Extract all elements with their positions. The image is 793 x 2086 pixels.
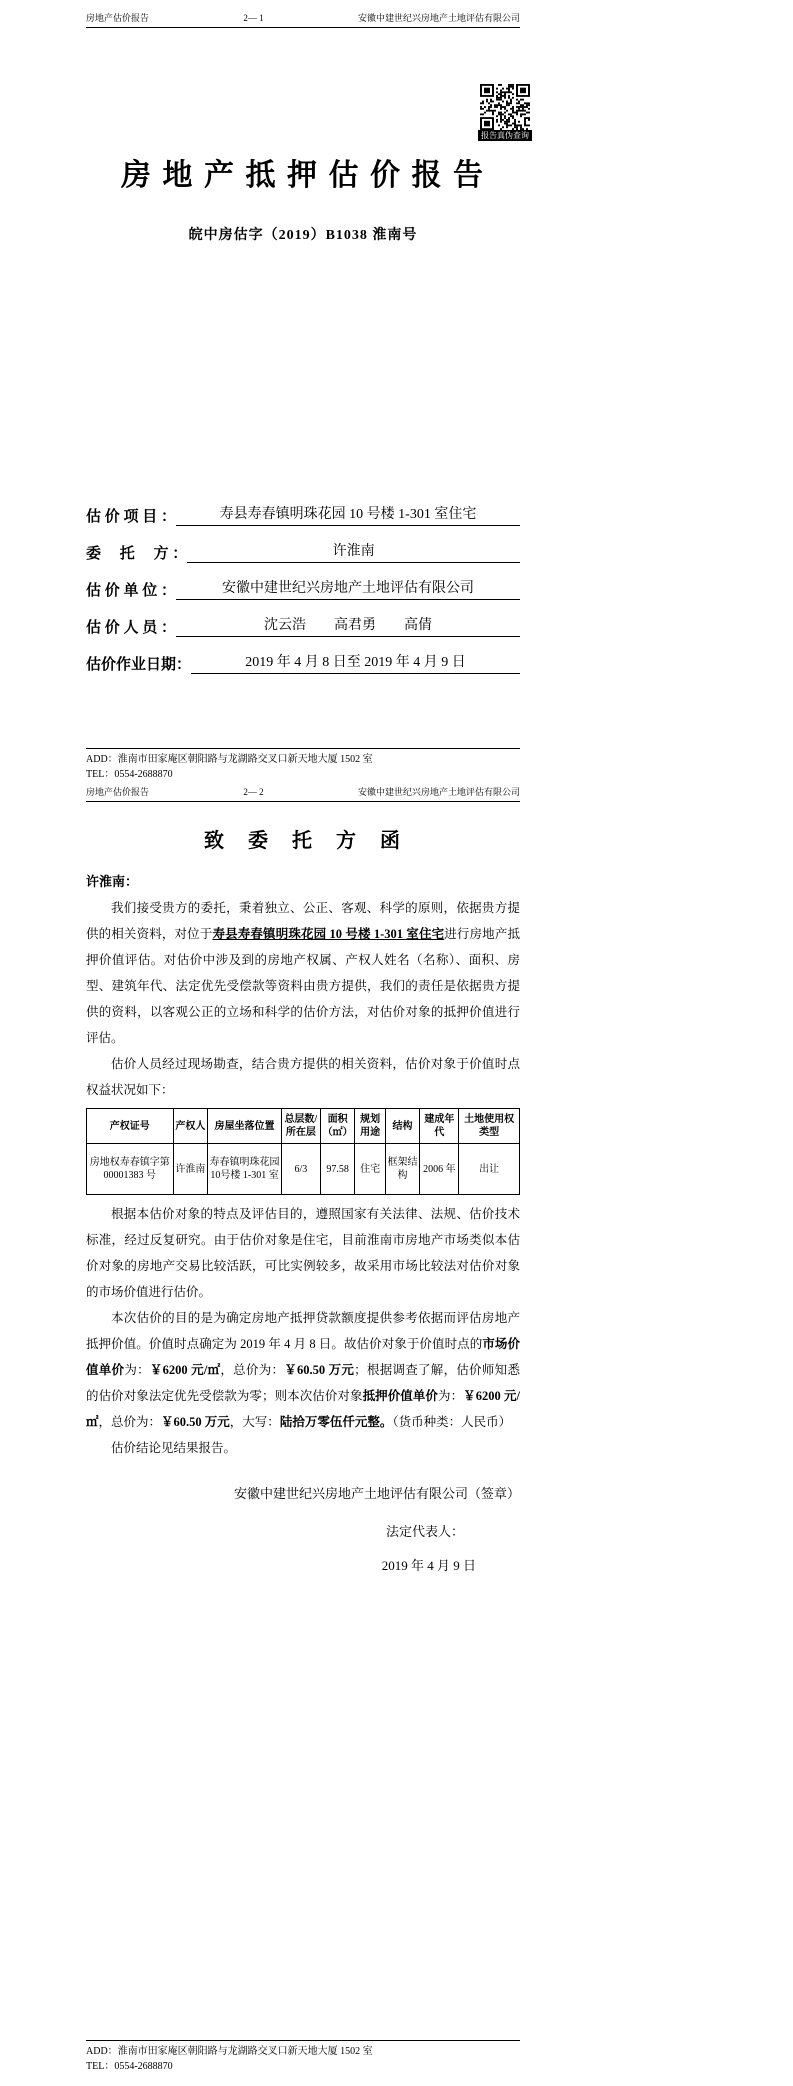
para1-text: 进行房地产抵押价值评估。对估价中涉及到的房地产权属、产权人姓名（名称）、面积、房型、建筑年代、法定优先受偿款等资料由贵方提供，我们的责任是依据贵方提供的资料，以客观公正的立场和科学的估价方法，对估价对象的抵押价值进行评估。 <box>86 927 520 1045</box>
report-title: 房 地 产 抵 押 估 价 报 告 <box>121 159 485 192</box>
table-cell-location: 寿春镇明珠花园 10号楼 1-301 室 <box>208 1144 282 1195</box>
letter-salutation: 许淮南： <box>86 874 139 889</box>
letter-body <box>86 816 520 1579</box>
table-cell-structure: 框架结构 <box>385 1144 420 1195</box>
para4-mortgage-total-price: ￥60.50 万元 <box>161 1415 230 1429</box>
footer-tel: TEL：0554-2688870 <box>86 769 173 780</box>
table-header-row <box>87 1109 520 1144</box>
letter-paragraph-3: 根据本估价对象的特点及评估目的，遵照国家有关法律、法规、估价技术标准，经过反复研究。由于估价对象是住宅，目前淮南市房地产市场类似本估价对象的房地产交易比较活跃，可比实例较多，故采用市场比较法对估价对象的市场价值进行估价。 <box>86 1207 520 1299</box>
page2-footer <box>86 2040 520 2074</box>
header-company-name: 安徽中建世纪兴房地产土地评估有限公司 <box>357 787 520 797</box>
table-header-structure: 结构 <box>385 1109 420 1144</box>
para4-text: 为： <box>124 1363 150 1377</box>
para4-amount-in-words: 陆拾万零伍仟元整。 <box>279 1415 393 1429</box>
field-row-appraisers <box>86 611 520 637</box>
property-rights-table <box>86 1108 520 1195</box>
letter-paragraph-2: 估价人员经过现场勘查，结合贵方提供的相关资料，估价对象于价值时点权益状况如下： <box>86 1057 520 1097</box>
para4-text: ，总价为： <box>98 1415 162 1429</box>
para4-unit-price: ￥6200 元/㎡ <box>149 1363 221 1377</box>
header-company-name: 安徽中建世纪兴房地产土地评估有限公司 <box>357 13 520 23</box>
footer-tel: TEL：0554-2688870 <box>86 2061 173 2072</box>
table-cell-year: 2006 年 <box>420 1144 459 1195</box>
para4-mortgage-value-label: 抵押价值单价 <box>362 1389 439 1403</box>
para4-text: ；根据调查了解，估价师知悉的估价对象法定优先受偿款为零；则本次估价对象 <box>86 1363 520 1403</box>
para4-text: 为： <box>438 1389 464 1403</box>
table-cell-floors: 6/3 <box>281 1144 320 1195</box>
field-row-work-date <box>86 648 520 674</box>
table-cell-land-right: 出让 <box>459 1144 520 1195</box>
table-header-cert-no: 产权证号 <box>87 1109 174 1144</box>
page2-header <box>86 786 520 802</box>
qr-caption: 报告真伪查询 <box>478 130 532 141</box>
table-header-usage: 规划用途 <box>355 1109 385 1144</box>
report-number: 皖中房估字（2019）B1038 淮南号 <box>188 228 418 243</box>
field-row-client <box>86 537 520 563</box>
field-value-project: 寿县寿春镇明珠花园 10 号楼 1-301 室住宅 <box>176 503 520 526</box>
field-label-project: 估 价 项 目 ： <box>86 509 177 525</box>
letter-paragraph-1 <box>86 895 520 1051</box>
para4-total-price: ￥60.50 万元 <box>284 1363 355 1377</box>
table-cell-owner: 许淮南 <box>173 1144 208 1195</box>
field-value-client: 许淮南 <box>187 540 520 563</box>
table-cell-cert-no: 房地权寿春镇字第00001383 号 <box>87 1144 174 1195</box>
table-header-location: 房屋坐落位置 <box>208 1109 282 1144</box>
letter-title: 致 委 托 方 函 <box>204 830 402 852</box>
cover-fields <box>86 500 520 685</box>
para4-text: ，总价为： <box>220 1363 285 1377</box>
field-row-agency <box>86 574 520 600</box>
para4-text: （货币种类：人民币） <box>392 1415 512 1429</box>
para4-mortgage-unit-price: ￥6200 元/㎡ <box>86 1389 520 1429</box>
letter-paragraph-4 <box>86 1305 520 1435</box>
table-header-year: 建成年代 <box>420 1109 459 1144</box>
letter-paragraph-5: 估价结论见结果报告。 <box>111 1441 237 1455</box>
field-label-client: 委 托 方 ： <box>86 546 188 562</box>
table-header-floors: 总层数/所在层 <box>281 1109 320 1144</box>
para4-text: ，大写： <box>229 1415 280 1429</box>
field-row-project <box>86 500 520 526</box>
field-label-appraisers: 估 价 人 员 ： <box>86 620 177 636</box>
table-cell-area: 97.58 <box>320 1144 355 1195</box>
signature-company: 安徽中建世纪兴房地产土地评估有限公司（签章） <box>233 1486 520 1501</box>
page1-header <box>86 12 520 28</box>
header-doc-name: 房地产估价报告 <box>86 787 150 797</box>
signature-legal-rep: 法定代表人： <box>385 1524 464 1539</box>
table-row <box>87 1144 520 1195</box>
para4-text: 本次估价的目的是为确定房地产抵押贷款额度提供参考依据而评估房地产抵押价值。价值时点确定为 2019 年 4 月 8 日。故估价对象于价值时点的 <box>86 1311 520 1351</box>
field-label-agency: 估 价 单 位 ： <box>86 583 177 599</box>
qr-block <box>478 84 532 141</box>
table-header-land-right: 土地使用权类型 <box>459 1109 520 1144</box>
para1-text: 我们接受贵方的委托，秉着独立、公正、客观、科学的原则，依据贵方提供的相关资料，对位于 <box>86 901 520 941</box>
qr-code <box>480 84 530 130</box>
table-header-owner: 产权人 <box>173 1109 208 1144</box>
page1-footer <box>86 748 520 782</box>
header-page-number: 2— 1 <box>243 13 264 23</box>
signature-date: 2019 年 4 月 9 日 <box>381 1558 476 1573</box>
footer-address: ADD：淮南市田家庵区朝阳路与龙湖路交叉口新天地大厦 1502 室 <box>86 2046 373 2057</box>
footer-address: ADD：淮南市田家庵区朝阳路与龙湖路交叉口新天地大厦 1502 室 <box>86 754 373 765</box>
table-header-area: 面积（㎡） <box>320 1109 355 1144</box>
field-value-appraisers: 沈云浩 高君勇 高倩 <box>176 614 520 637</box>
field-value-work-date: 2019 年 4 月 8 日至 2019 年 4 月 9 日 <box>191 651 520 674</box>
para1-subject-property: 寿县寿春镇明珠花园 10 号楼 1-301 室住宅 <box>212 927 445 941</box>
field-value-agency: 安徽中建世纪兴房地产土地评估有限公司 <box>176 577 520 600</box>
field-label-work-date: 估价作业日期： <box>86 657 192 673</box>
header-doc-name: 房地产估价报告 <box>86 13 150 23</box>
table-cell-usage: 住宅 <box>355 1144 385 1195</box>
para4-market-value-label: 市场价值单价 <box>86 1337 520 1377</box>
header-page-number: 2— 2 <box>243 787 264 797</box>
